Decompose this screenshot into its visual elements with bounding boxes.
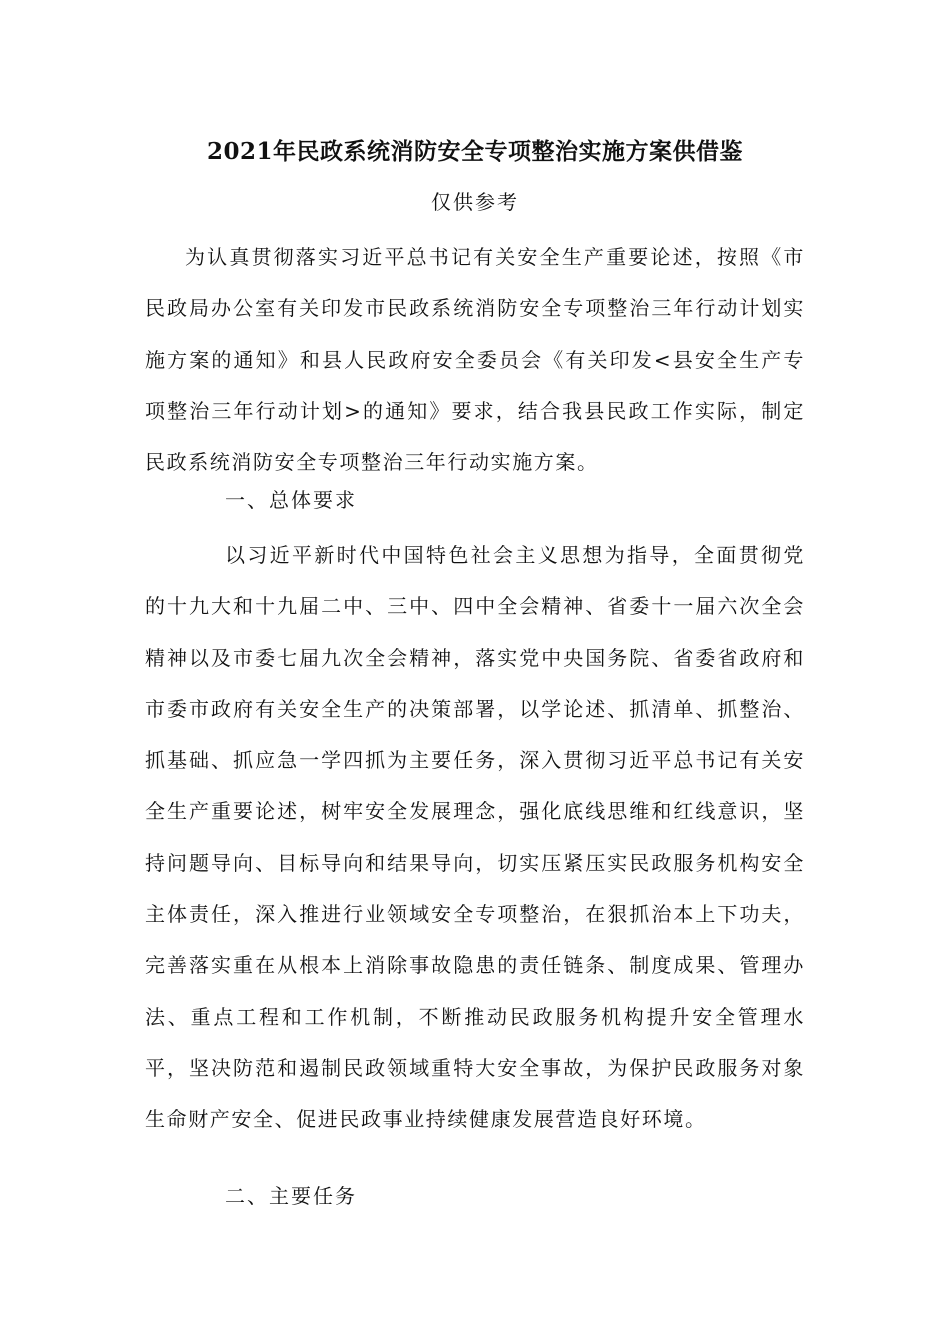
- document-subtitle: 仅供参考: [431, 190, 519, 214]
- intro-paragraph: 为认真贯彻落实习近平总书记有关安全生产重要论述，按照《市民政局办公室有关印发市民政系统消防安全专项整治三年行动计划实施方案的通知》和县人民政府安全委员会《有关印发<县安全生产专项整治三年行动计划>的通知》要求，结合我县民政工作实际，制定民政系统消防安全专项整治三年行动实施方案。: [145, 245, 805, 475]
- section-body-general-requirements: 以习近平新时代中国特色社会主义思想为指导，全面贯彻党的十九大和十九届二中、三中、四中全会精神、省委十一届六次全会精神以及市委七届九次全会精神，落实党中央国务院、省委省政府和市委市政府有关安全生产的决策部署，以学论述、抓清单、抓整治、抓基础、抓应急一学四抓为主要任务，深入贯彻习近平总书记有关安全生产重要论述，树牢安全发展理念，强化底线思维和红线意识，坚持问题导向、目标导向和结果导向，切实压紧压实民政服务机构安全主体责任，深入推进行业领域安全专项整治，在狠抓治本上下功夫，完善落实重在从根本上消除事故隐患的责任链条、制度成果、管理办法、重点工程和工作机制，不断推动民政服务机构提升安全管理水平，坚决防范和遏制民政领域重特大安全事故，为保护民政服务对象生命财产安全、促进民政事业持续健康发展营造良好环境。: [145, 543, 805, 1132]
- section-heading-main-tasks: 二、主要任务: [225, 1184, 357, 1208]
- document-title: 2021年民政系统消防安全专项整治实施方案供借鉴: [206, 138, 743, 165]
- section-heading-general-requirements: 一、总体要求: [225, 488, 357, 512]
